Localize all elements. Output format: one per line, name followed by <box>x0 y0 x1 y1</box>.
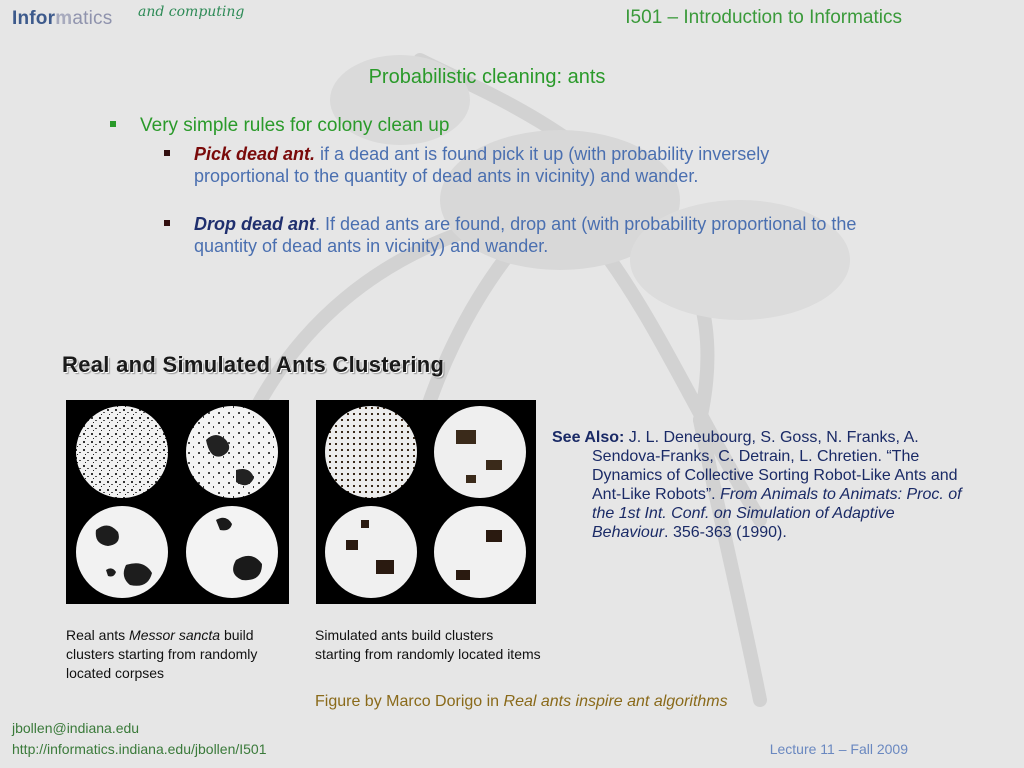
bullet-main-text: Very simple rules for colony clean up <box>140 115 450 136</box>
see-also-reference <box>552 428 972 542</box>
simulated-ants-image <box>316 400 536 604</box>
logo-subtitle: and computing <box>138 4 245 20</box>
caption-real-pre: Real ants <box>66 627 130 643</box>
bullet-square-icon <box>164 220 170 226</box>
see-also-label: See Also: <box>552 429 625 446</box>
footer-lecture: Lecture 11 – Fall 2009 <box>769 741 908 757</box>
drop-lead: Drop dead ant <box>194 214 316 234</box>
caption-real-species: Messor sancta <box>129 627 221 643</box>
see-also-pages: . 356-363 (1990). <box>664 524 787 541</box>
sub-bullet-drop <box>164 213 864 257</box>
logo-part-1: Infor <box>12 8 56 29</box>
informatics-logo <box>12 8 112 30</box>
logo-part-2: m <box>55 8 73 29</box>
footer-url[interactable]: http://informatics.indiana.edu/jbollen/I501 <box>12 741 267 757</box>
figure-credit-title: Real ants inspire ant algorithms <box>503 693 728 710</box>
bullet-square-icon <box>110 121 116 127</box>
pick-lead: Pick dead ant. <box>194 144 316 164</box>
slide-title: Probabilistic cleaning: ants <box>368 66 606 88</box>
bullet-square-icon <box>164 150 170 156</box>
caption-real-post: build clusters starting from randomly located corpses <box>66 627 258 681</box>
pick-text: if a dead ant is found pick it up (with probability inversely proportional to the quantity of dead ants in vicinity) and wander. <box>194 144 770 186</box>
sub-bullet-pick <box>164 143 864 187</box>
logo-part-3: atics <box>72 8 113 29</box>
bullet-main <box>110 115 449 137</box>
caption-real-ants <box>66 626 294 683</box>
see-also-venue: From Animals to Animats: Proc. of the 1st Int. Conf. on Simulation of Adaptive Behaviour <box>592 486 962 541</box>
figure-credit <box>315 693 728 711</box>
figure-heading: Real and Simulated Ants Clustering <box>62 352 445 377</box>
see-also-authors: J. L. Deneubourg, S. Goss, N. Franks, A. Sendova-Franks, C. Detrain, L. Chretien. “The Dynamics of Collective Sorting Robot-Like Ants and Ant-Like Robots”. <box>592 429 958 503</box>
footer-email[interactable]: jbollen@indiana.edu <box>12 720 140 736</box>
real-ants-image <box>66 400 289 604</box>
figure-credit-pre: Figure by Marco Dorigo in <box>315 693 504 710</box>
course-title: I501 – Introduction to Informatics <box>625 7 902 28</box>
drop-text: . If dead ants are found, drop ant (with probability proportional to the quantity of dead ants in vicinity) and wander. <box>194 214 857 256</box>
caption-simulated-ants: Simulated ants build clusters starting from randomly located items <box>315 627 541 662</box>
